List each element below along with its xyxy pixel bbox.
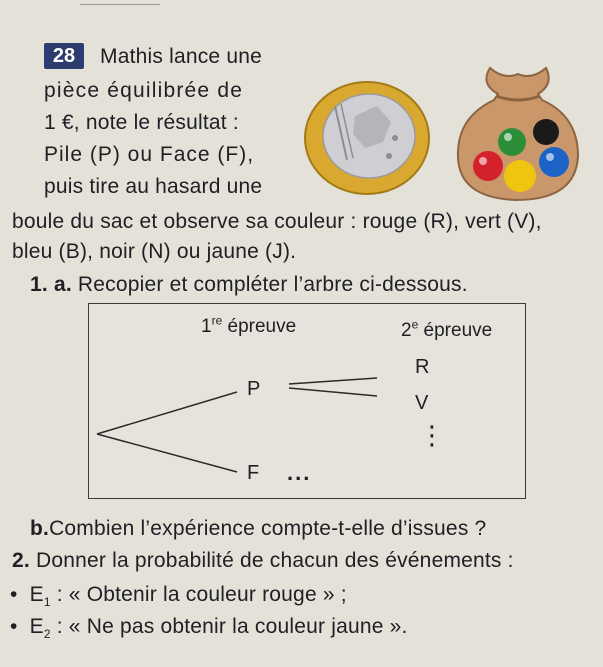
question-1a-label: 1. a. [30,273,72,296]
event-e2: • $E_2$ : « Ne pas obtenir la couleur jaune ». [10,615,408,639]
question-1b-text: Combien l’expérience compte-t-elle d’issues ? [49,517,487,540]
intro-line-5: puis tire au hasard une [44,175,263,198]
question-2-label: 2. [12,549,30,572]
bag-of-balls-illustration [450,58,585,206]
question-2 [12,549,514,573]
question-1b-label: b. [30,517,50,540]
question-2-text: Donner la probabilité de chacun des événements : [35,549,514,572]
question-1a-text: Recopier et compléter l’arbre ci-dessous. [77,273,468,296]
intro-line-2: pièce équilibrée de [44,79,244,102]
body-line-2: bleu (B), noir (N) ou jaune (J). [12,240,297,263]
exercise-number-badge: 28 [44,43,84,69]
intro-line-4: Pile (P) ou Face (F), [44,143,255,166]
tree-header-second-stage: 2e épreuve [401,317,493,341]
branch-root-to-p [97,392,237,434]
branch-root-to-f [97,434,237,472]
branch-p-to-r [289,378,377,384]
tree-vertical-dots: ⋮ [419,420,445,450]
branch-p-to-v [289,388,377,396]
tree-leaf-v: V [415,392,429,414]
tree-node-f: F [247,462,260,484]
cropped-previous-text [80,0,160,5]
euro-coin-illustration [295,76,445,196]
tree-node-p: P [247,378,261,400]
intro-line-1: Mathis lance une [100,45,262,68]
body-line-1: boule du sac et observe sa couleur : rouge (R), vert (V), [12,210,542,233]
tree-ellipsis: ... [287,460,312,485]
probability-tree-box [88,303,526,499]
question-1b [30,517,486,541]
event-e1: • $E_1$ : « Obtenir la couleur rouge » ; [10,583,347,607]
tree-leaf-r: R [415,356,430,378]
intro-line-3: 1 €, note le résultat : [44,111,239,134]
question-1a [30,273,468,297]
tree-header-first-stage: 1re épreuve [201,313,297,337]
